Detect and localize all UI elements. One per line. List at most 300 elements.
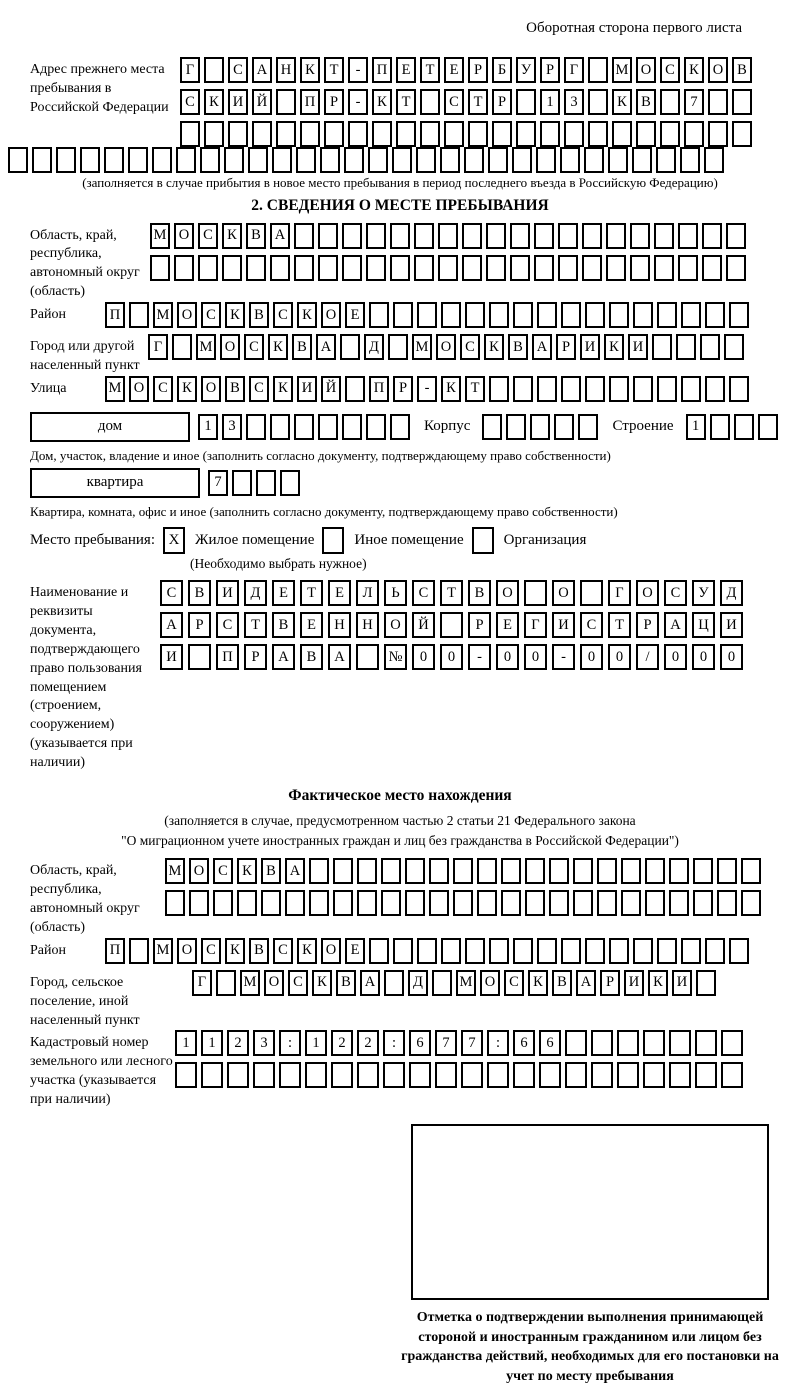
char-cell[interactable] (700, 334, 720, 360)
char-cell[interactable] (461, 1062, 483, 1088)
char-cell[interactable]: П (105, 302, 125, 328)
char-cell[interactable] (612, 121, 632, 147)
char-cell[interactable] (681, 376, 701, 402)
char-cell[interactable]: С (213, 858, 233, 884)
char-cell[interactable] (657, 376, 677, 402)
char-cell[interactable] (676, 334, 696, 360)
char-cell[interactable]: Н (328, 612, 351, 638)
char-cell[interactable] (482, 414, 502, 440)
char-cell[interactable] (486, 255, 506, 281)
char-cell[interactable] (213, 890, 233, 916)
char-cell[interactable]: Ь (384, 580, 407, 606)
char-cell[interactable]: Р (492, 89, 512, 115)
char-cell[interactable] (678, 223, 698, 249)
char-cell[interactable] (366, 414, 386, 440)
char-cell[interactable]: В (300, 644, 323, 670)
char-cell[interactable]: Г (192, 970, 212, 996)
char-cell[interactable] (717, 858, 737, 884)
char-cell[interactable] (621, 890, 641, 916)
char-cell[interactable] (372, 121, 392, 147)
char-cell[interactable] (465, 938, 485, 964)
char-cell[interactable]: С (153, 376, 173, 402)
char-cell[interactable] (388, 334, 408, 360)
char-cell[interactable]: Р (636, 612, 659, 638)
char-cell[interactable] (441, 302, 461, 328)
char-cell[interactable]: М (240, 970, 260, 996)
char-cell[interactable]: / (636, 644, 659, 670)
char-cell[interactable] (510, 223, 530, 249)
char-cell[interactable] (276, 89, 296, 115)
char-cell[interactable]: В (225, 376, 245, 402)
char-cell[interactable] (429, 890, 449, 916)
char-cell[interactable] (597, 858, 617, 884)
char-cell[interactable]: 0 (664, 644, 687, 670)
char-cell[interactable] (636, 121, 656, 147)
char-cell[interactable]: Ц (692, 612, 715, 638)
char-cell[interactable]: О (552, 580, 575, 606)
char-cell[interactable] (420, 121, 440, 147)
char-cell[interactable] (643, 1062, 665, 1088)
char-cell[interactable] (32, 147, 52, 173)
char-cell[interactable]: О (321, 938, 341, 964)
char-cell[interactable] (381, 890, 401, 916)
char-cell[interactable]: 6 (513, 1030, 535, 1056)
char-cell[interactable] (294, 255, 314, 281)
char-cell[interactable]: 1 (540, 89, 560, 115)
char-cell[interactable] (384, 970, 404, 996)
char-cell[interactable] (695, 1062, 717, 1088)
char-cell[interactable] (591, 1062, 613, 1088)
char-cell[interactable] (609, 938, 629, 964)
char-cell[interactable]: С (201, 302, 221, 328)
char-cell[interactable]: В (261, 858, 281, 884)
char-cell[interactable] (633, 376, 653, 402)
char-cell[interactable] (444, 121, 464, 147)
char-cell[interactable]: О (708, 57, 728, 83)
char-cell[interactable]: 1 (305, 1030, 327, 1056)
char-cell[interactable] (558, 223, 578, 249)
char-cell[interactable]: С (504, 970, 524, 996)
char-cell[interactable] (584, 147, 604, 173)
char-cell[interactable] (681, 938, 701, 964)
char-cell[interactable] (609, 302, 629, 328)
char-cell[interactable] (492, 121, 512, 147)
char-cell[interactable]: П (216, 644, 239, 670)
char-cell[interactable] (578, 414, 598, 440)
char-cell[interactable]: Е (396, 57, 416, 83)
char-cell[interactable]: Д (720, 580, 743, 606)
char-cell[interactable] (630, 255, 650, 281)
char-cell[interactable]: О (174, 223, 194, 249)
char-cell[interactable] (8, 147, 28, 173)
char-cell[interactable] (513, 302, 533, 328)
char-cell[interactable]: М (153, 938, 173, 964)
char-cell[interactable] (129, 938, 149, 964)
char-cell[interactable]: С (288, 970, 308, 996)
char-cell[interactable]: Л (356, 580, 379, 606)
char-cell[interactable] (324, 121, 344, 147)
char-cell[interactable]: И (628, 334, 648, 360)
char-cell[interactable]: : (279, 1030, 301, 1056)
char-cell[interactable]: 7 (684, 89, 704, 115)
char-cell[interactable] (216, 970, 236, 996)
char-cell[interactable] (438, 255, 458, 281)
char-cell[interactable]: 3 (222, 414, 242, 440)
char-cell[interactable]: А (664, 612, 687, 638)
char-cell[interactable] (506, 414, 526, 440)
char-cell[interactable]: У (516, 57, 536, 83)
char-cell[interactable] (174, 255, 194, 281)
char-cell[interactable] (188, 644, 211, 670)
char-cell[interactable]: Г (524, 612, 547, 638)
char-cell[interactable] (681, 302, 701, 328)
char-cell[interactable] (285, 890, 305, 916)
char-cell[interactable]: О (201, 376, 221, 402)
char-cell[interactable] (654, 223, 674, 249)
char-cell[interactable]: Т (244, 612, 267, 638)
char-cell[interactable] (175, 1062, 197, 1088)
char-cell[interactable]: К (225, 302, 245, 328)
char-cell[interactable] (270, 414, 290, 440)
char-cell[interactable] (633, 302, 653, 328)
char-cell[interactable]: К (648, 970, 668, 996)
char-cell[interactable] (717, 890, 737, 916)
char-cell[interactable]: С (180, 89, 200, 115)
char-cell[interactable] (708, 121, 728, 147)
char-cell[interactable] (417, 302, 437, 328)
char-cell[interactable]: С (580, 612, 603, 638)
char-cell[interactable] (512, 147, 532, 173)
char-cell[interactable]: 7 (435, 1030, 457, 1056)
char-cell[interactable]: 3 (253, 1030, 275, 1056)
char-cell[interactable] (489, 938, 509, 964)
char-cell[interactable]: А (270, 223, 290, 249)
char-cell[interactable] (204, 57, 224, 83)
char-cell[interactable]: П (372, 57, 392, 83)
char-cell[interactable] (477, 858, 497, 884)
char-cell[interactable] (369, 302, 389, 328)
char-cell[interactable] (645, 858, 665, 884)
char-cell[interactable] (333, 858, 353, 884)
char-cell[interactable] (396, 121, 416, 147)
char-cell[interactable]: К (300, 57, 320, 83)
char-cell[interactable]: С (228, 57, 248, 83)
char-cell[interactable] (409, 1062, 431, 1088)
char-cell[interactable] (537, 938, 557, 964)
char-cell[interactable] (228, 121, 248, 147)
char-cell[interactable] (585, 302, 605, 328)
char-cell[interactable] (564, 121, 584, 147)
char-cell[interactable]: С (198, 223, 218, 249)
char-cell[interactable]: В (636, 89, 656, 115)
char-cell[interactable] (487, 1062, 509, 1088)
char-cell[interactable] (652, 334, 672, 360)
char-cell[interactable] (654, 255, 674, 281)
char-cell[interactable]: 2 (227, 1030, 249, 1056)
char-cell[interactable]: К (312, 970, 332, 996)
char-cell[interactable]: : (487, 1030, 509, 1056)
char-cell[interactable] (678, 255, 698, 281)
char-cell[interactable]: С (412, 580, 435, 606)
char-cell[interactable]: О (220, 334, 240, 360)
char-cell[interactable] (237, 890, 257, 916)
char-cell[interactable] (513, 938, 533, 964)
char-cell[interactable] (643, 1030, 665, 1056)
char-cell[interactable]: В (468, 580, 491, 606)
char-cell[interactable] (684, 121, 704, 147)
char-cell[interactable]: 0 (440, 644, 463, 670)
char-cell[interactable]: Г (180, 57, 200, 83)
char-cell[interactable] (465, 302, 485, 328)
char-cell[interactable]: М (153, 302, 173, 328)
char-cell[interactable]: В (292, 334, 312, 360)
char-cell[interactable] (758, 414, 778, 440)
char-cell[interactable] (534, 255, 554, 281)
char-cell[interactable]: - (417, 376, 437, 402)
char-cell[interactable]: К (612, 89, 632, 115)
char-cell[interactable] (345, 376, 365, 402)
char-cell[interactable] (200, 147, 220, 173)
char-cell[interactable] (405, 858, 425, 884)
char-cell[interactable] (704, 147, 724, 173)
char-cell[interactable] (331, 1062, 353, 1088)
char-cell[interactable] (356, 644, 379, 670)
char-cell[interactable]: К (273, 376, 293, 402)
char-cell[interactable] (695, 1030, 717, 1056)
char-cell[interactable] (513, 376, 533, 402)
char-cell[interactable]: Т (440, 580, 463, 606)
char-cell[interactable]: К (528, 970, 548, 996)
char-cell[interactable]: И (160, 644, 183, 670)
char-cell[interactable] (606, 223, 626, 249)
char-cell[interactable]: О (384, 612, 407, 638)
char-cell[interactable] (344, 147, 364, 173)
char-cell[interactable]: А (252, 57, 272, 83)
char-cell[interactable]: А (360, 970, 380, 996)
char-cell[interactable] (429, 858, 449, 884)
char-cell[interactable] (248, 147, 268, 173)
char-cell[interactable] (501, 858, 521, 884)
char-cell[interactable] (252, 121, 272, 147)
char-cell[interactable]: - (552, 644, 575, 670)
char-cell[interactable] (296, 147, 316, 173)
char-cell[interactable]: В (188, 580, 211, 606)
char-cell[interactable] (732, 121, 752, 147)
char-cell[interactable] (582, 255, 602, 281)
char-cell[interactable] (732, 89, 752, 115)
char-cell[interactable]: Д (364, 334, 384, 360)
char-cell[interactable] (729, 376, 749, 402)
char-cell[interactable]: 3 (564, 89, 584, 115)
char-cell[interactable]: М (150, 223, 170, 249)
char-cell[interactable] (565, 1030, 587, 1056)
char-cell[interactable] (201, 1062, 223, 1088)
char-cell[interactable] (468, 121, 488, 147)
char-cell[interactable] (318, 255, 338, 281)
char-cell[interactable]: Н (356, 612, 379, 638)
char-cell[interactable]: Р (600, 970, 620, 996)
char-cell[interactable] (741, 858, 761, 884)
char-cell[interactable] (549, 858, 569, 884)
char-cell[interactable]: Р (468, 57, 488, 83)
char-cell[interactable]: А (272, 644, 295, 670)
char-cell[interactable] (477, 890, 497, 916)
char-cell[interactable]: Т (324, 57, 344, 83)
char-cell[interactable] (392, 147, 412, 173)
char-cell[interactable] (390, 223, 410, 249)
char-cell[interactable]: П (369, 376, 389, 402)
char-cell[interactable] (734, 414, 754, 440)
char-cell[interactable] (729, 302, 749, 328)
char-cell[interactable]: 0 (412, 644, 435, 670)
char-cell[interactable] (565, 1062, 587, 1088)
char-cell[interactable]: Й (321, 376, 341, 402)
char-cell[interactable]: Т (396, 89, 416, 115)
char-cell[interactable] (645, 890, 665, 916)
char-cell[interactable] (488, 147, 508, 173)
char-cell[interactable] (438, 223, 458, 249)
char-cell[interactable] (669, 1030, 691, 1056)
char-cell[interactable] (705, 376, 725, 402)
char-cell[interactable] (390, 255, 410, 281)
char-cell[interactable] (657, 938, 677, 964)
char-cell[interactable] (198, 255, 218, 281)
char-cell[interactable] (320, 147, 340, 173)
char-cell[interactable]: 6 (409, 1030, 431, 1056)
char-cell[interactable] (172, 334, 192, 360)
char-cell[interactable]: 0 (608, 644, 631, 670)
char-cell[interactable] (104, 147, 124, 173)
char-cell[interactable] (432, 970, 452, 996)
char-cell[interactable]: И (297, 376, 317, 402)
char-cell[interactable]: Д (244, 580, 267, 606)
char-cell[interactable] (309, 858, 329, 884)
char-cell[interactable]: С (664, 580, 687, 606)
char-cell[interactable]: Т (608, 612, 631, 638)
char-cell[interactable]: Н (276, 57, 296, 83)
char-cell[interactable] (537, 376, 557, 402)
char-cell[interactable] (224, 147, 244, 173)
char-cell[interactable]: Г (148, 334, 168, 360)
char-cell[interactable] (591, 1030, 613, 1056)
char-cell[interactable] (357, 1062, 379, 1088)
char-cell[interactable] (537, 302, 557, 328)
char-cell[interactable] (721, 1062, 743, 1088)
char-cell[interactable]: А (160, 612, 183, 638)
char-cell[interactable] (660, 89, 680, 115)
char-cell[interactable] (368, 147, 388, 173)
char-cell[interactable]: № (384, 644, 407, 670)
char-cell[interactable] (609, 376, 629, 402)
char-cell[interactable] (530, 414, 550, 440)
char-cell[interactable]: А (532, 334, 552, 360)
char-cell[interactable] (489, 302, 509, 328)
char-cell[interactable] (246, 414, 266, 440)
char-cell[interactable]: Р (468, 612, 491, 638)
char-cell[interactable] (585, 938, 605, 964)
char-cell[interactable]: И (624, 970, 644, 996)
char-cell[interactable]: В (249, 302, 269, 328)
char-cell[interactable] (56, 147, 76, 173)
char-cell[interactable] (693, 858, 713, 884)
char-cell[interactable] (525, 858, 545, 884)
char-cell[interactable] (588, 89, 608, 115)
char-cell[interactable]: О (436, 334, 456, 360)
char-cell[interactable] (441, 938, 461, 964)
char-cell[interactable]: К (297, 302, 317, 328)
char-cell[interactable] (597, 890, 617, 916)
char-cell[interactable] (318, 414, 338, 440)
char-cell[interactable]: М (412, 334, 432, 360)
char-cell[interactable] (669, 1062, 691, 1088)
char-cell[interactable]: А (285, 858, 305, 884)
char-cell[interactable]: Т (468, 89, 488, 115)
char-cell[interactable] (705, 302, 725, 328)
char-cell[interactable] (294, 223, 314, 249)
char-cell[interactable] (150, 255, 170, 281)
char-cell[interactable] (710, 414, 730, 440)
char-cell[interactable] (741, 890, 761, 916)
char-cell[interactable]: : (383, 1030, 405, 1056)
char-cell[interactable]: Е (300, 612, 323, 638)
char-cell[interactable]: Е (345, 938, 365, 964)
char-cell[interactable]: Т (300, 580, 323, 606)
char-cell[interactable]: 7 (208, 470, 228, 496)
char-cell[interactable] (724, 334, 744, 360)
char-cell[interactable]: Д (408, 970, 428, 996)
char-cell[interactable]: С (444, 89, 464, 115)
char-cell[interactable]: К (441, 376, 461, 402)
char-cell[interactable] (516, 121, 536, 147)
char-cell[interactable]: С (273, 938, 293, 964)
char-cell[interactable]: К (684, 57, 704, 83)
char-cell[interactable]: О (636, 580, 659, 606)
char-cell[interactable] (152, 147, 172, 173)
char-cell[interactable]: С (244, 334, 264, 360)
char-cell[interactable]: К (604, 334, 624, 360)
char-cell[interactable]: Р (188, 612, 211, 638)
char-cell[interactable] (726, 255, 746, 281)
char-cell[interactable] (696, 970, 716, 996)
char-cell[interactable] (561, 302, 581, 328)
char-cell[interactable] (702, 223, 722, 249)
char-cell[interactable] (606, 255, 626, 281)
char-cell[interactable] (417, 938, 437, 964)
char-cell[interactable] (669, 858, 689, 884)
char-cell[interactable] (276, 121, 296, 147)
char-cell[interactable]: М (165, 858, 185, 884)
char-cell[interactable] (366, 223, 386, 249)
char-cell[interactable] (573, 890, 593, 916)
char-cell[interactable] (680, 147, 700, 173)
char-cell[interactable] (702, 255, 722, 281)
char-cell[interactable]: К (237, 858, 257, 884)
char-cell[interactable]: И (720, 612, 743, 638)
char-cell[interactable] (729, 938, 749, 964)
char-cell[interactable] (462, 223, 482, 249)
char-cell[interactable] (176, 147, 196, 173)
char-cell[interactable]: С (460, 334, 480, 360)
char-cell[interactable] (253, 1062, 275, 1088)
char-cell[interactable]: О (129, 376, 149, 402)
char-cell[interactable] (440, 612, 463, 638)
char-cell[interactable]: М (196, 334, 216, 360)
char-cell[interactable] (383, 1062, 405, 1088)
char-cell[interactable]: А (316, 334, 336, 360)
char-cell[interactable] (669, 890, 689, 916)
char-cell[interactable]: Е (345, 302, 365, 328)
char-cell[interactable] (348, 121, 368, 147)
